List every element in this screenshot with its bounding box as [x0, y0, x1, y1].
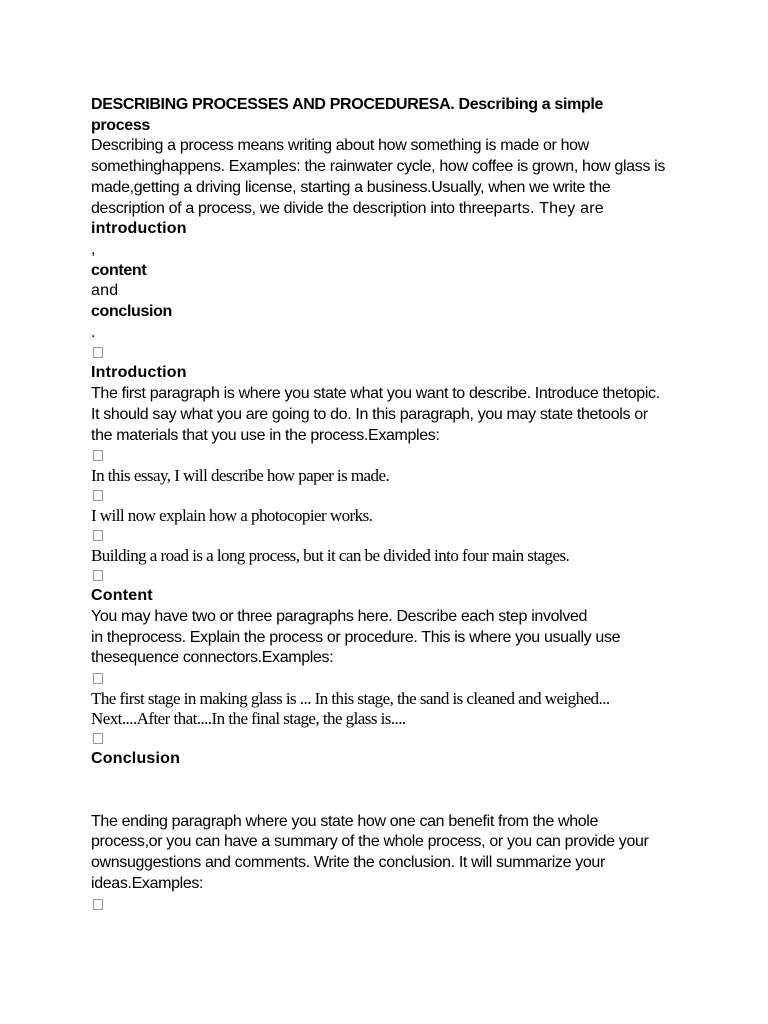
introduction-line-3: the materials that you use in the process.Examples:	[91, 426, 440, 444]
content-example-line-2: Next....After that....In the final stage, the glass is....	[91, 709, 406, 729]
intro-text-line-1: Describing a process means writing about how something is made or how	[91, 137, 589, 155]
intro-text-line-4a: description of a process, we divide the description into three	[91, 199, 494, 217]
bullet-box-icon	[93, 733, 103, 744]
document-body	[91, 95, 691, 915]
conclusion-line-1: The ending paragraph where you state how one can benefit from the whole	[91, 812, 599, 830]
and-connector: and	[91, 282, 119, 300]
introduction-line-2: It should say what you are going to do. In this paragraph, you may state thetools or	[91, 405, 648, 423]
bullet-box-icon	[93, 347, 103, 358]
conclusion-heading: Conclusion	[91, 750, 181, 768]
introduction-heading: Introduction	[91, 364, 187, 382]
blank-line	[91, 791, 691, 812]
content-line-1: You may have two or three paragraphs here. Describe each step involved	[91, 607, 588, 625]
part-content-label: content	[91, 261, 147, 279]
conclusion-line-4: ideas.Examples:	[91, 874, 204, 892]
content-line-3: thesequence connectors.Examples:	[91, 649, 334, 667]
bullet-box-icon	[93, 530, 103, 541]
blank-line	[91, 770, 691, 791]
document-title-line-2: process	[91, 116, 150, 134]
bullet-box-icon	[93, 899, 103, 910]
bullet-box-icon	[93, 450, 103, 461]
introduction-line-1: The first paragraph is where you state what you want to describe. Introduce thetopic.	[91, 385, 660, 403]
period-separator: .	[91, 323, 96, 341]
introduction-example-2: I will now explain how a photocopier works.	[91, 506, 373, 526]
bullet-box-icon	[93, 570, 103, 581]
content-example-line-1: The first stage in making glass is ... In this stage, the sand is cleaned and weighed...	[91, 689, 610, 709]
bullet-box-icon	[93, 490, 103, 501]
introduction-example-3: Building a road is a long process, but it can be divided into four main stages.	[91, 546, 570, 566]
conclusion-line-2: process,or you can have a summary of the whole process, or you can provide your	[91, 833, 649, 851]
comma-separator: ,	[91, 240, 96, 258]
conclusion-line-3: ownsuggestions and comments. Write the conclusion. It will summarize your	[91, 854, 605, 872]
intro-text-line-4	[91, 199, 691, 220]
intro-text-line-3: made,getting a driving license, starting a business.Usually, when we write the	[91, 178, 611, 196]
bullet-box-icon	[93, 673, 103, 684]
part-conclusion-label: conclusion	[91, 303, 172, 321]
intro-text-line-4b: parts. They are	[493, 199, 604, 217]
content-line-2: in theprocess. Explain the process or procedure. This is where you usually use	[91, 628, 621, 646]
document-title-line-1: DESCRIBING PROCESSES AND PROCEDURESA. Describing a simple	[91, 96, 604, 113]
intro-text-line-2: somethinghappens. Examples: the rainwater cycle, how coffee is grown, how glass is	[91, 158, 665, 176]
part-introduction-label: introduction	[91, 220, 187, 238]
content-heading: Content	[91, 587, 153, 605]
introduction-example-1: In this essay, I will describe how paper is made.	[91, 466, 390, 486]
